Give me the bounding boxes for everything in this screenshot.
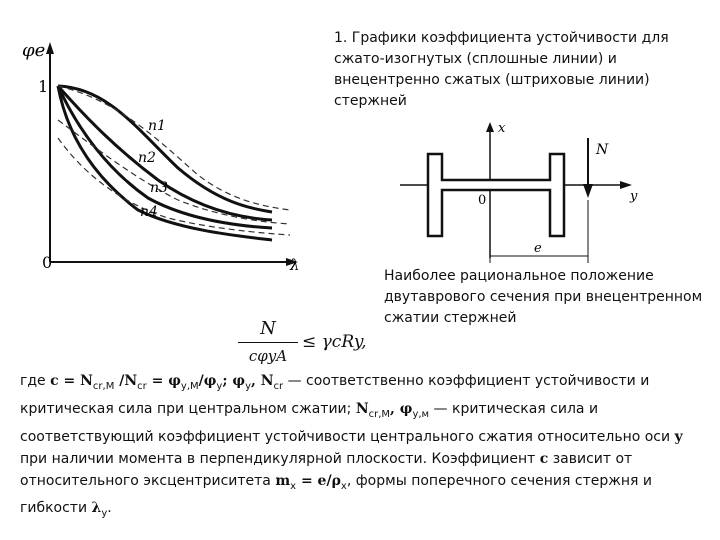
para-t11: — критическая сила и соответствующий коэффициент устойчивости центрального сжатия относительно оси <box>20 400 675 445</box>
eccentricity-label: e <box>534 241 542 256</box>
curve-label-n2: n2 <box>138 150 156 166</box>
para-t3: /N <box>114 373 138 389</box>
para-t19: λ <box>91 500 102 517</box>
graph-y-tick-label: 1 <box>38 77 49 96</box>
i-beam-section <box>398 118 658 268</box>
para-t12: y <box>674 428 683 445</box>
force-arrow-head <box>583 184 593 198</box>
formula-fraction-bar <box>238 342 298 343</box>
section-origin-label: 0 <box>478 193 487 208</box>
para-t10: , φ <box>390 400 413 417</box>
formula-fraction <box>238 318 298 367</box>
stability-formula <box>232 318 392 374</box>
para-t1: где <box>20 373 51 389</box>
para-s1: cr,M <box>92 380 115 392</box>
para-t4: = φ <box>146 373 181 389</box>
para-s8: y,м <box>412 408 430 420</box>
graph-x-axis-label: λ <box>290 256 300 274</box>
para-t2: c = N <box>50 373 93 389</box>
para-t13: при наличии момента в перпендикулярной плоскости. Коэффициент <box>20 450 540 467</box>
curve-label-n3: n3 <box>150 180 168 196</box>
graph-origin-label: 0 <box>42 253 53 272</box>
section-x-arrow <box>486 122 494 132</box>
para-s11: y <box>101 508 108 520</box>
curve-label-n1: n1 <box>148 118 166 134</box>
section-y-label: y <box>630 189 638 204</box>
para-s2: cr <box>137 380 147 392</box>
section-caption: Наиболее рациональное положение двутаврового сечения при внецентренном сжатии стержней <box>384 268 703 326</box>
para-s9: x <box>290 480 297 492</box>
para-t5: /φ <box>198 373 217 389</box>
para-t9: N <box>355 400 369 417</box>
section-y-arrow <box>620 181 632 189</box>
para-t6: ; φ <box>222 373 246 389</box>
stability-graph <box>22 30 328 280</box>
para-s6: cr <box>273 380 284 392</box>
formula-rhs: ≤ γcRy, <box>302 332 367 352</box>
force-label: N <box>596 142 609 158</box>
para-t16: m <box>275 472 291 489</box>
para-t15: зависит от относительного эксцентриситета <box>20 450 633 489</box>
graph-y-axis-label: φe <box>22 40 46 61</box>
section-x-label: x <box>498 121 506 136</box>
formula-denominator: cφyA <box>248 347 288 365</box>
para-t20: . <box>107 500 112 517</box>
para-t7: , N <box>250 373 274 389</box>
curve-label-n4: n4 <box>140 204 158 220</box>
explanation-paragraph <box>20 370 710 525</box>
para-t8: — соответственно коэффициент устойчивости и критическая сила при центральном сжатии; <box>20 373 650 417</box>
curve-n2 <box>58 86 272 220</box>
para-s4: y <box>216 380 223 392</box>
para-t14: c <box>539 450 549 467</box>
i-beam-outline <box>428 154 564 236</box>
para-s10: x <box>340 480 347 492</box>
para-s5: y <box>245 380 251 392</box>
para-t18: , формы поперечного сечения стержня и гибкости <box>20 472 652 517</box>
para-t17: = e/ρ <box>296 472 341 489</box>
para-s3: y,M <box>180 380 199 392</box>
formula-numerator: N <box>260 318 276 339</box>
figure-caption: 1. Графики коэффициента устойчивости для сжато-изогнутых (сплошные линии) и внецентренно сжатых (штриховые линии) стержней <box>334 30 669 109</box>
para-s7: cr,M <box>368 408 391 420</box>
graph-y-arrow <box>46 42 54 54</box>
